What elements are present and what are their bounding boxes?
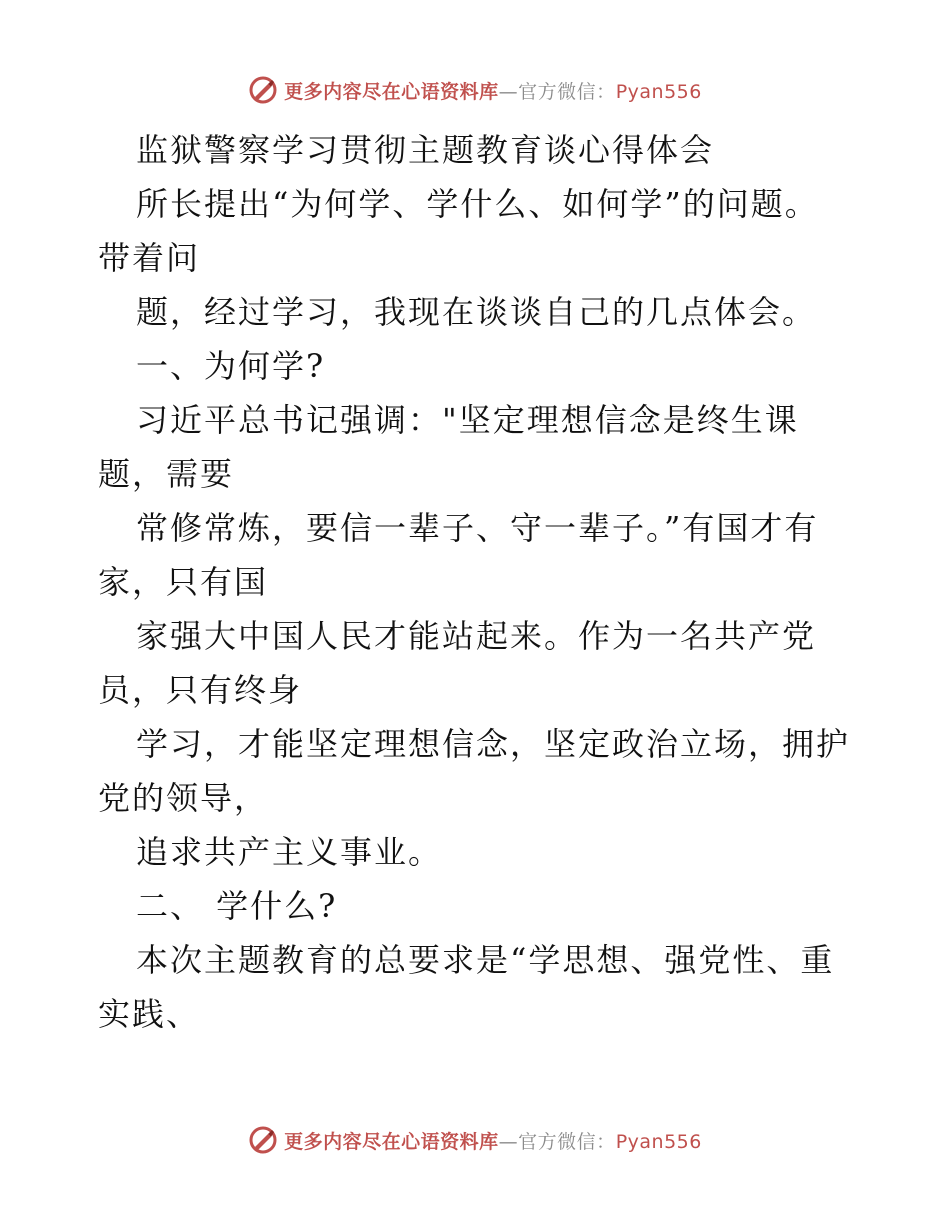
header-watermark-banner [0, 70, 950, 110]
watermark-site-text: 更多内容尽在心语资料库 [284, 1130, 499, 1153]
footer-watermark-banner [0, 1120, 950, 1160]
paragraph-line: 习近平总书记强调："坚定理想信念是终生课 [136, 401, 799, 439]
paragraph-line: 实践、 [98, 995, 201, 1033]
paragraph-line: 监狱警察学习贯彻主题教育谈心得体会 [136, 131, 715, 169]
paragraph-line: 员，只有终身 [98, 671, 303, 709]
watermark-wechat-id: Pyan556 [615, 1130, 702, 1153]
paragraph-line: 学习，才能坚定理想信念，坚定政治立场，拥护 [136, 725, 851, 763]
watermark-wechat-id: Pyan556 [615, 80, 702, 103]
paragraph-line: 党的领导， [98, 779, 269, 817]
paragraph-line: 家，只有国 [98, 563, 269, 601]
pen-swirl-icon [248, 75, 278, 105]
watermark-dash: — [498, 1130, 519, 1153]
paragraph-line: 追求共产主义事业。 [136, 833, 443, 871]
paragraph-line: 所长提出“为何学、学什么、如何学”的问题。 [136, 185, 819, 223]
paragraph-line: 本次主题教育的总要求是“学思想、强党性、重 [136, 941, 835, 979]
paragraph-line: 带着问 [98, 239, 201, 277]
paragraph-line: 一、为何学? [136, 347, 326, 385]
paragraph-line: 常修常炼，要信一辈子、守一辈子。”有国才有 [136, 509, 819, 547]
watermark-site-text: 更多内容尽在心语资料库 [284, 80, 499, 103]
watermark-dash: — [498, 80, 519, 103]
paragraph-line: 家强大中国人民才能站起来。作为一名共产党 [136, 617, 817, 655]
paragraph-line: 二、 学什么? [136, 887, 338, 925]
watermark-text [284, 1127, 702, 1154]
watermark-wechat-label: 官方微信： [518, 80, 616, 103]
paragraph-line: 题，经过学习，我现在谈谈自己的几点体会。 [136, 293, 817, 331]
document-body [98, 123, 858, 1041]
watermark-wechat-label: 官方微信： [518, 1130, 616, 1153]
watermark-text [284, 77, 702, 104]
paragraph-line: 题，需要 [98, 455, 235, 493]
pen-swirl-icon [248, 1125, 278, 1155]
